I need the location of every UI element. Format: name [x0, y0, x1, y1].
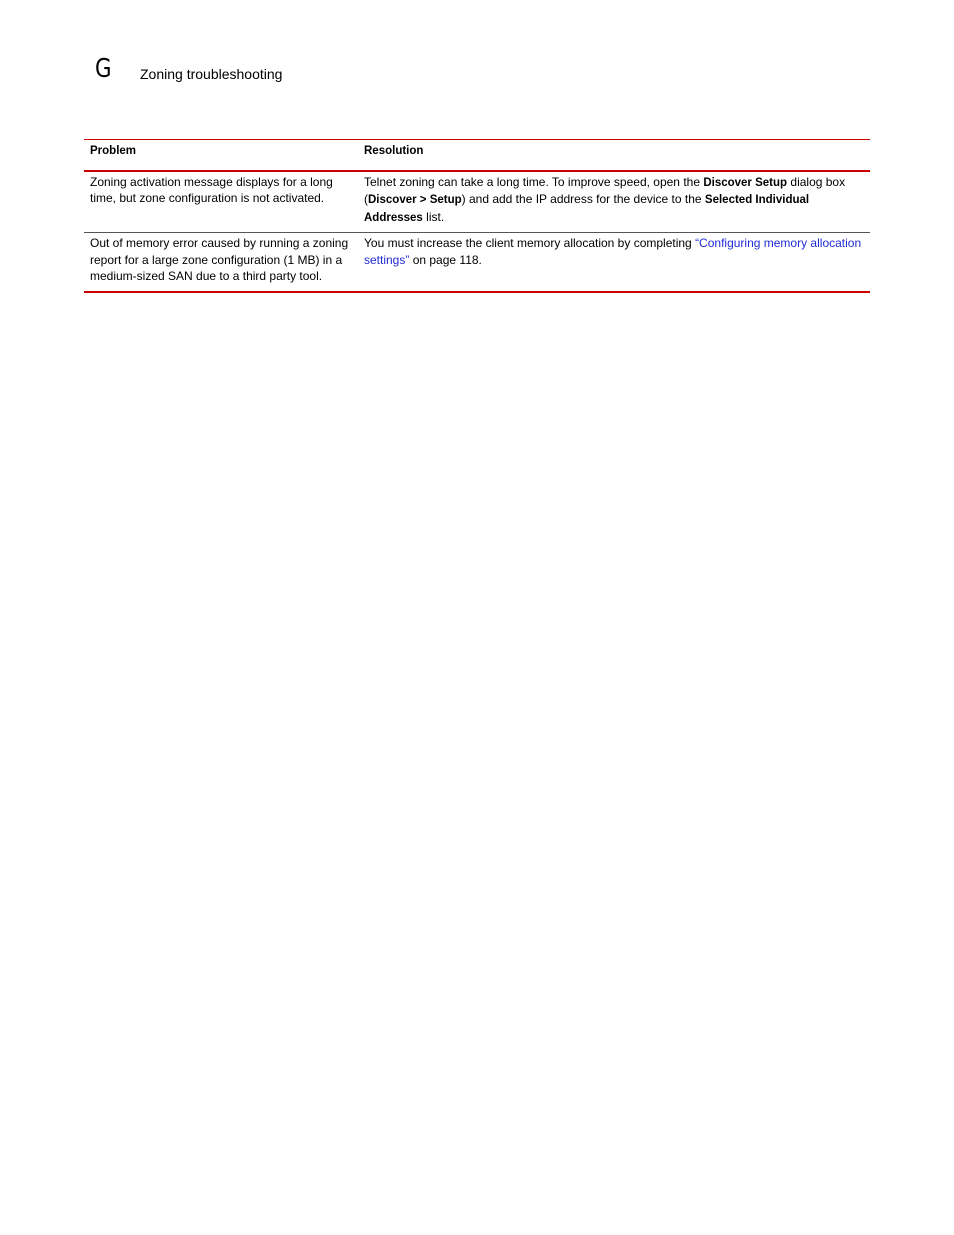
resolution-text: on page 118. — [409, 252, 482, 267]
table-row — [84, 171, 870, 233]
resolution-text: list. — [422, 209, 445, 224]
resolution-text: Telnet zoning can take a long time. To improve speed, open the — [364, 174, 704, 189]
ui-label-discover-menu-path: Discover > Setup — [368, 194, 462, 206]
problem-cell: Zoning activation message displays for a long time, but zone configuration is not activated. — [90, 174, 333, 205]
column-header-problem: Problem — [90, 145, 137, 157]
section-title: Zoning troubleshooting — [140, 66, 283, 82]
resolution-text: ) and add the IP address for the device to the — [461, 192, 705, 206]
table-header-row — [84, 140, 870, 171]
resolution-text: You must increase the client memory allocation by completing — [364, 236, 696, 250]
chapter-letter: G — [95, 54, 112, 84]
table-row — [84, 233, 870, 292]
column-header-resolution: Resolution — [364, 145, 424, 157]
ui-label-discover-setup: Discover Setup — [703, 176, 788, 189]
resolution-cell — [358, 233, 870, 292]
resolution-text: dialog box ( — [364, 174, 846, 206]
troubleshooting-table — [84, 139, 870, 293]
problem-cell: Out of memory error caused by running a zoning report for a large zone configuration (1 MB) in a medium-sized SAN due to a third party tool. — [90, 236, 349, 283]
cross-reference-link[interactable]: “Configuring memory allocation settings” — [364, 236, 862, 267]
ui-label-selected-individual-addresses: Selected Individual Addresses — [364, 194, 810, 224]
resolution-cell — [358, 171, 870, 233]
